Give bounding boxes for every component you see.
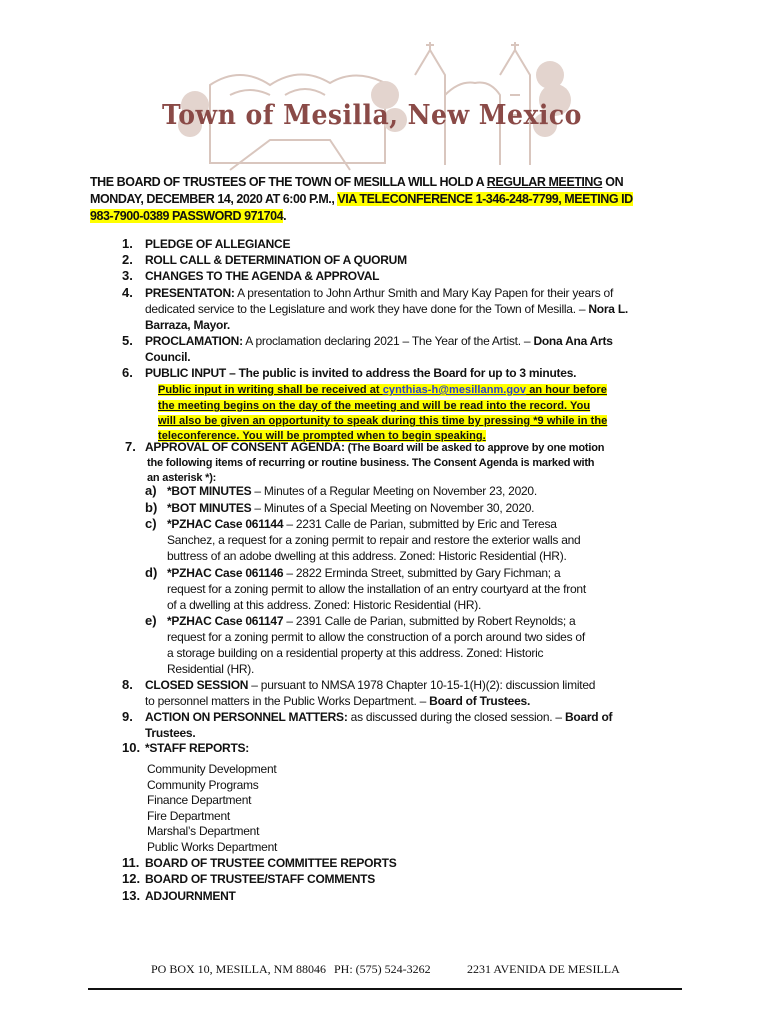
sub-item-letter: d) <box>145 565 158 580</box>
item-label: *BOT MINUTES <box>167 484 252 498</box>
intro-line-2 <box>90 191 633 207</box>
regular-meeting-text: REGULAR MEETING <box>486 175 603 189</box>
public-input-note <box>158 381 607 398</box>
meeting-password: 983-7900-0389 PASSWORD 971704 <box>90 209 284 223</box>
item-number: 7. <box>125 439 136 454</box>
item-number: 1. <box>122 236 133 251</box>
item-text: – Minutes of a Regular Meeting on November 23, 2020. <box>251 484 537 498</box>
presenter: Barraza, Mayor. <box>145 318 230 332</box>
item-number: 11. <box>122 855 140 870</box>
presenter: Nora L. <box>588 302 628 316</box>
consent-intro: the following items of recurring or routine business. The Consent Agenda is marked with <box>147 457 595 469</box>
presenter: Council. <box>145 350 191 364</box>
intro-text: THE BOARD OF TRUSTEES OF THE TOWN OF MESILLA WILL HOLD A <box>90 175 487 189</box>
item-text: – pursuant to NMSA 1978 Chapter 10-15-1(H)(2): discussion limited <box>248 678 596 692</box>
item-number: 3. <box>122 268 133 283</box>
agenda-item-roll-call: ROLL CALL & DETERMINATION OF A QUORUM <box>145 253 407 267</box>
item-label: *PZHAC Case 061147 <box>167 614 284 628</box>
item-number: 9. <box>122 709 133 724</box>
item-label: *PZHAC Case 061144 <box>167 517 284 531</box>
footer-address: PO BOX 10, MESILLA, NM 88046 <box>151 962 327 976</box>
intro-text: . <box>283 209 287 223</box>
item-number: 12. <box>122 871 141 886</box>
consent-item-d <box>167 565 560 581</box>
agenda-item-presentation <box>145 285 613 301</box>
item-text: to personnel matters in the Public Works Department. – <box>145 694 430 708</box>
item-number: 5. <box>122 333 133 348</box>
agenda-item-comments: BOARD OF TRUSTEE/STAFF COMMENTS <box>145 872 376 886</box>
item-text: – 2231 Calle de Parian, submitted by Eric and Teresa <box>283 517 557 531</box>
agenda-item-changes: CHANGES TO THE AGENDA & APPROVAL <box>145 269 380 283</box>
consent-intro: an asterisk *): <box>147 472 217 484</box>
presenter: Board of <box>564 710 613 724</box>
consent-item-a <box>167 483 537 499</box>
item-label: CLOSED SESSION <box>145 678 249 692</box>
item-text: as discussed during the closed session. – <box>347 710 565 724</box>
item-text: – Minutes of a Special Meeting on November 30, 2020. <box>251 501 535 515</box>
note-text: teleconference. You will be prompted when to begin speaking. <box>158 430 486 442</box>
agenda-item-personnel <box>145 709 612 725</box>
item-label: PROCLAMATION: <box>145 334 243 348</box>
intro-line-1 <box>90 174 623 190</box>
footer-divider <box>88 988 682 990</box>
agenda-item-presentation-line <box>145 301 628 317</box>
agenda-item-committee-reports: BOARD OF TRUSTEE COMMITTEE REPORTS <box>145 856 397 870</box>
item-number: 2. <box>122 252 133 267</box>
agenda-item-closed-session-line <box>145 693 530 709</box>
letterhead-title: Town of Mesilla, New Mexico <box>162 100 582 131</box>
presenter: Dona Ana Arts <box>533 334 613 348</box>
item-text: buttress of an adobe dwelling at this address. Zoned: Historic Residential (HR). <box>167 549 567 563</box>
item-text: – 2822 Erminda Street, submitted by Gary Fichman; a <box>283 566 561 580</box>
agenda-item-public-input: PUBLIC INPUT – The public is invited to address the Board for up to 3 minutes. <box>145 366 577 380</box>
sub-item-letter: e) <box>145 613 157 628</box>
presenter: Trustees. <box>145 726 196 740</box>
item-number: 13. <box>122 888 141 903</box>
item-label: *BOT MINUTES <box>167 501 252 515</box>
staff-report: Community Programs <box>147 778 259 792</box>
note-text: an hour before <box>526 384 607 396</box>
note-text: the meeting begins on the day of the meeting and will be read into the record. You <box>158 400 591 412</box>
item-label: APPROVAL OF CONSENT AGENDA: <box>145 440 345 454</box>
footer-phone: PH: (575) 524-3262 <box>334 962 431 976</box>
footer-street: 2231 AVENIDA DE MESILLA <box>467 962 620 976</box>
agenda-item-consent <box>145 439 604 456</box>
item-text: (The Board will be asked to approve by one motion <box>344 442 605 454</box>
item-text: dedicated service to the Legislature and work they have done for the Town of Mesilla. – <box>145 302 589 316</box>
agenda-item-pledge: PLEDGE OF ALLEGIANCE <box>145 237 291 251</box>
presenter: Board of Trustees. <box>429 694 531 708</box>
teleconference-info: VIA TELECONFERENCE 1-346-248-7799, MEETING ID <box>337 192 633 206</box>
item-number: 6. <box>122 365 133 380</box>
agenda-item-proclamation <box>145 333 613 349</box>
staff-report: Fire Department <box>147 809 230 823</box>
staff-report: Marshal’s Department <box>147 824 260 838</box>
staff-report: Public Works Department <box>147 840 278 854</box>
consent-item-b <box>167 500 534 516</box>
staff-report: Community Development <box>147 762 277 776</box>
item-label: PRESENTATON: <box>145 286 235 300</box>
item-text: request for a zoning permit to allow the installation of an entry courtyard at the front <box>167 582 586 596</box>
consent-item-e <box>167 613 575 629</box>
staff-report: Finance Department <box>147 793 252 807</box>
intro-line-3 <box>90 208 286 224</box>
item-label: ACTION ON PERSONNEL MATTERS: <box>145 710 348 724</box>
item-number: 4. <box>122 285 133 300</box>
note-text: Public input in writing shall be received at <box>158 384 383 396</box>
agenda-item-adjournment: ADJOURNMENT <box>145 889 236 903</box>
item-label: *PZHAC Case 061146 <box>167 566 284 580</box>
item-text: request for a zoning permit to allow the construction of a porch around two sides of <box>167 630 585 644</box>
meeting-date: MONDAY, DECEMBER 14, 2020 AT 6:00 P.M., <box>90 192 338 206</box>
email-link[interactable]: cynthias-h@mesillanm.gov <box>382 384 527 396</box>
item-number: 8. <box>122 677 133 692</box>
sub-item-letter: b) <box>145 500 158 515</box>
item-text: a storage building on a residential property at this address. Zoned: Historic <box>167 646 544 660</box>
consent-item-c <box>167 516 557 532</box>
item-number: 10. <box>122 740 141 755</box>
intro-text: ON <box>602 175 624 189</box>
sub-item-letter: a) <box>145 483 157 498</box>
item-text: Residential (HR). <box>167 662 255 676</box>
note-text: will also be given an opportunity to speak during this time by pressing *9 while in the <box>158 415 608 427</box>
item-text: – 2391 Calle de Parian, submitted by Robert Reynolds; a <box>283 614 576 628</box>
agenda-item-staff-reports: *STAFF REPORTS: <box>145 741 250 755</box>
sub-item-letter: c) <box>145 516 157 531</box>
agenda-item-closed-session <box>145 677 595 693</box>
item-text: of a dwelling at this address. Zoned: Historic Residential (HR). <box>167 598 482 612</box>
item-text: A proclamation declaring 2021 – The Year of the Artist. – <box>242 334 534 348</box>
item-text: A presentation to John Arthur Smith and Mary Kay Papen for their years of <box>234 286 614 300</box>
item-text: Sanchez, a request for a zoning permit to repair and restore the exterior walls and <box>167 533 581 547</box>
